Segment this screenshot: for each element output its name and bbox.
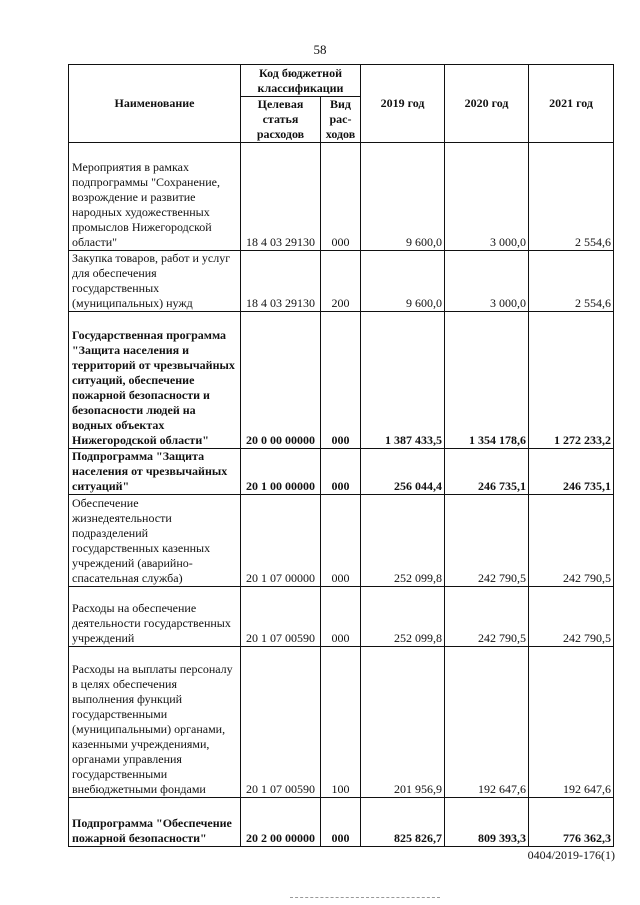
table-row	[69, 143, 614, 251]
row-target-code: 20 2 00 00000	[241, 798, 321, 847]
row-value-2021: 1 272 233,2	[529, 312, 614, 449]
header-2021: 2021 год	[529, 65, 614, 143]
header-2019: 2019 год	[361, 65, 445, 143]
row-value-2019: 256 044,4	[361, 449, 445, 495]
budget-table	[68, 64, 614, 847]
row-value-2019: 9 600,0	[361, 251, 445, 312]
row-name: Подпрограмма "Защита населения от чрезвычайных ситуаций"	[69, 449, 241, 495]
row-name: Мероприятия в рамках подпрограммы "Сохранение, возрождение и развитие народных художественных промыслов Нижегородской области"	[69, 143, 241, 251]
table-row	[69, 798, 614, 847]
table-row	[69, 251, 614, 312]
row-expense-type: 000	[321, 495, 361, 587]
row-expense-type: 000	[321, 312, 361, 449]
table-row	[69, 647, 614, 798]
row-value-2020: 3 000,0	[445, 251, 529, 312]
row-target-code: 20 0 00 00000	[241, 312, 321, 449]
row-value-2020: 246 735,1	[445, 449, 529, 495]
row-value-2021: 192 647,6	[529, 647, 614, 798]
table-body	[69, 143, 614, 847]
row-name: Расходы на обеспечение деятельности государственных учреждений	[69, 587, 241, 647]
row-value-2021: 2 554,6	[529, 251, 614, 312]
row-expense-type: 200	[321, 251, 361, 312]
row-expense-type: 000	[321, 798, 361, 847]
header-type: Вид рас-ходов	[321, 97, 361, 143]
row-target-code: 20 1 07 00590	[241, 587, 321, 647]
page-number: 58	[313, 42, 327, 57]
row-target-code: 20 1 07 00000	[241, 495, 321, 587]
row-value-2020: 192 647,6	[445, 647, 529, 798]
row-target-code: 20 1 07 00590	[241, 647, 321, 798]
row-expense-type: 000	[321, 449, 361, 495]
row-target-code: 18 4 03 29130	[241, 143, 321, 251]
header-name: Наименование	[69, 65, 241, 143]
row-value-2019: 201 956,9	[361, 647, 445, 798]
bottom-divider	[290, 897, 440, 899]
row-name: Подпрограмма "Обеспечение пожарной безопасности"	[69, 798, 241, 847]
row-value-2019: 252 099,8	[361, 587, 445, 647]
header-target: Целевая статья расходов	[241, 97, 321, 143]
header-code-group: Код бюджетной классификации	[241, 65, 361, 97]
row-name: Государственная программа "Защита населения и территорий от чрезвычайных ситуаций, обеспечение пожарной безопасности и безопасности людей на водных объектах Нижегородской области"	[69, 312, 241, 449]
row-value-2021: 242 790,5	[529, 587, 614, 647]
row-value-2021: 776 362,3	[529, 798, 614, 847]
table-row	[69, 449, 614, 495]
row-target-code: 18 4 03 29130	[241, 251, 321, 312]
row-value-2019: 825 826,7	[361, 798, 445, 847]
row-value-2021: 246 735,1	[529, 449, 614, 495]
row-name: Обеспечение жизнедеятельности подразделений государственных казенных учреждений (аварийно-спасательная служба)	[69, 495, 241, 587]
document-code: 0404/2019-176(1)	[527, 848, 615, 862]
table-row	[69, 587, 614, 647]
row-value-2021: 2 554,6	[529, 143, 614, 251]
row-expense-type: 000	[321, 143, 361, 251]
row-value-2019: 1 387 433,5	[361, 312, 445, 449]
row-value-2020: 1 354 178,6	[445, 312, 529, 449]
row-expense-type: 000	[321, 587, 361, 647]
row-value-2020: 809 393,3	[445, 798, 529, 847]
row-value-2020: 242 790,5	[445, 587, 529, 647]
row-value-2021: 242 790,5	[529, 495, 614, 587]
row-value-2019: 252 099,8	[361, 495, 445, 587]
row-expense-type: 100	[321, 647, 361, 798]
row-value-2020: 3 000,0	[445, 143, 529, 251]
row-value-2019: 9 600,0	[361, 143, 445, 251]
row-name: Закупка товаров, работ и услуг для обеспечения государственных (муниципальных) нужд	[69, 251, 241, 312]
row-target-code: 20 1 00 00000	[241, 449, 321, 495]
header-2020: 2020 год	[445, 65, 529, 143]
table-row	[69, 495, 614, 587]
table-row	[69, 312, 614, 449]
row-value-2020: 242 790,5	[445, 495, 529, 587]
row-name: Расходы на выплаты персоналу в целях обеспечения выполнения функций государственными (муниципальными) органами, казенными учреждениями, органами управления государственными внебюджетными фондами	[69, 647, 241, 798]
